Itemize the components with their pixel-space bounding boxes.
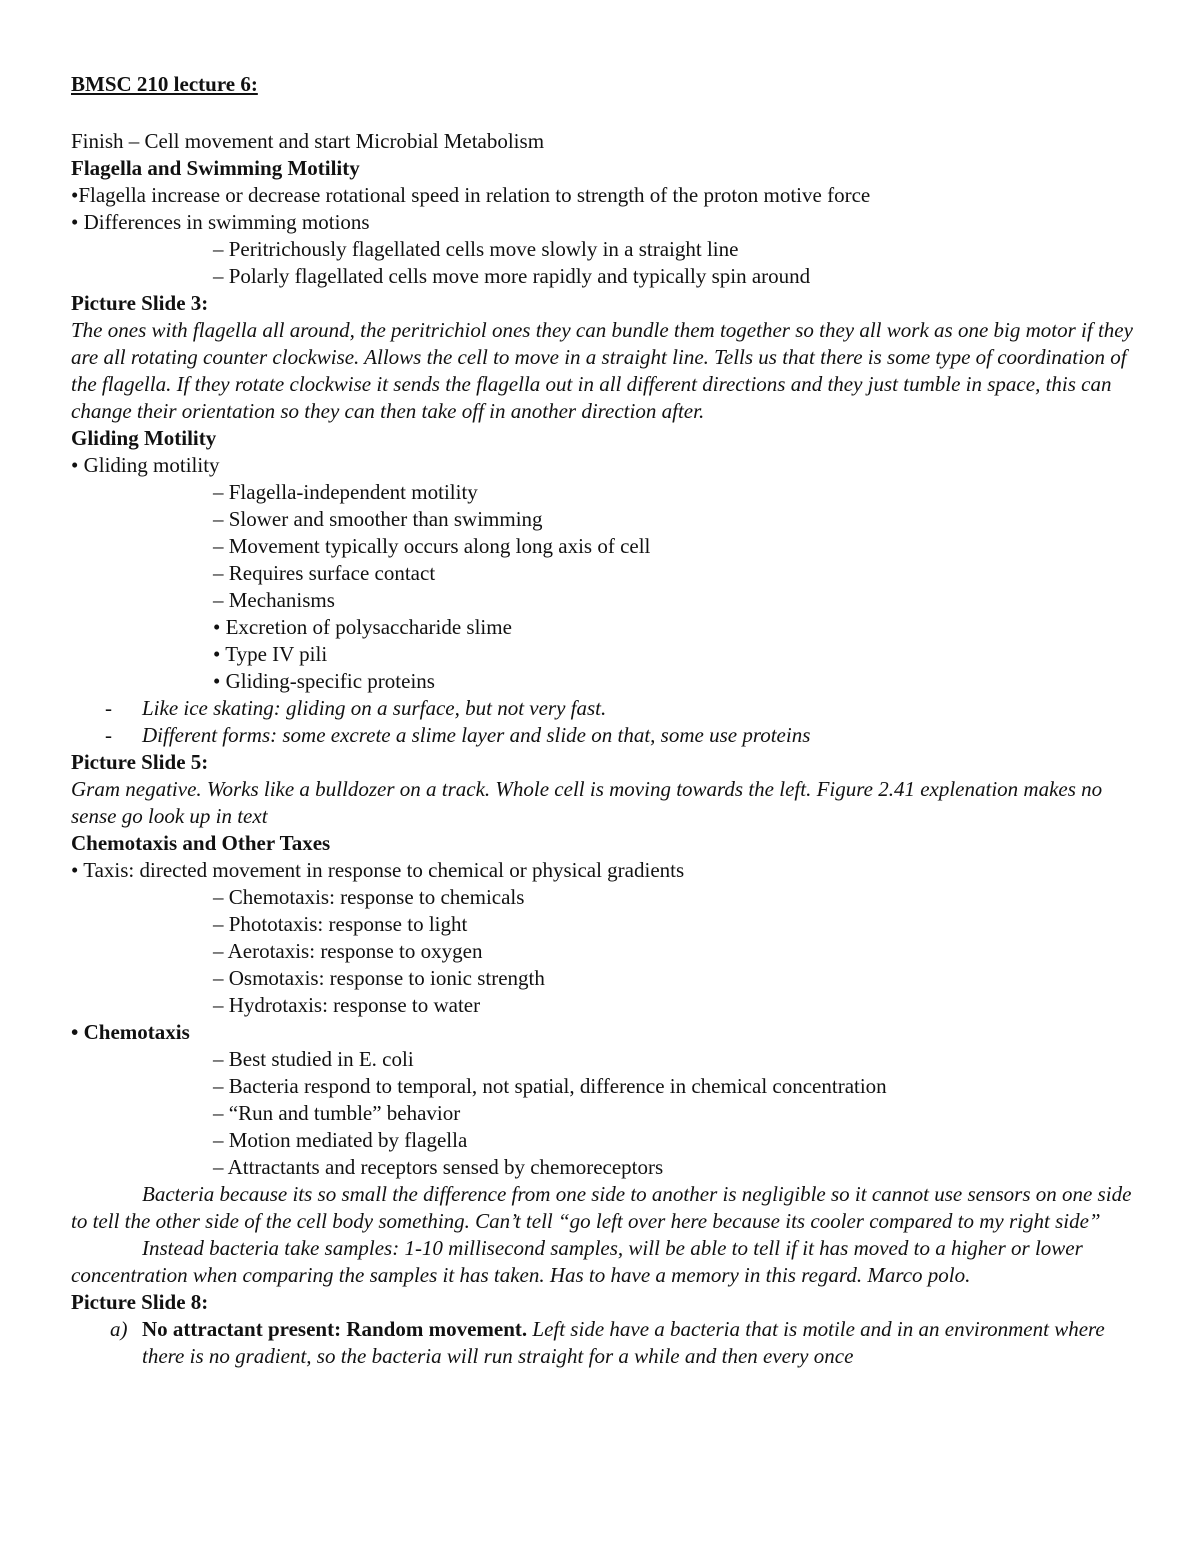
sub-bullet-item: – Peritrichously flagellated cells move slowly in a straight line — [213, 237, 739, 261]
bullet-item: • Differences in swimming motions — [71, 210, 370, 234]
sub-bullet-item: – Attractants and receptors sensed by chemoreceptors — [213, 1155, 664, 1179]
document-title: BMSC 210 lecture 6: — [71, 72, 258, 96]
dash-note: - Different forms: some excrete a slime layer and slide on that, some use proteins — [105, 723, 811, 747]
sub-bullet-item: – Polarly flagellated cells move more rapidly and typically spin around — [213, 264, 811, 288]
dash-note: - Like ice skating: gliding on a surface, but not very fast. — [105, 696, 607, 720]
bullet-item: • Gliding motility — [71, 453, 220, 477]
chemotaxis-notes-2: Instead bacteria take samples: 1-10 millisecond samples, will be able to tell if it has moved to a higher or lower concentration when comparing the samples it has taken. Has to have a memory in this regard. Marco polo. — [71, 1236, 1083, 1287]
list-marker: a) — [110, 1317, 128, 1341]
section-heading-chemotaxis: • Chemotaxis — [71, 1020, 190, 1044]
sub-bullet-item: – Aerotaxis: response to oxygen — [213, 939, 483, 963]
sub-bullet-item: – Osmotaxis: response to ionic strength — [213, 966, 545, 990]
ordered-list-item — [71, 1316, 1141, 1370]
sub-bullet-item: – Bacteria respond to temporal, not spatial, difference in chemical concentration — [213, 1074, 887, 1098]
intro-line: Finish – Cell movement and start Microbial Metabolism — [71, 129, 545, 153]
section-heading-gliding: Gliding Motility — [71, 426, 217, 450]
list-item-bold-lead: No attractant present: Random movement. — [142, 1317, 528, 1341]
bullet-item: •Flagella increase or decrease rotational speed in relation to strength of the proton motive force — [71, 183, 871, 207]
mechanism-item: • Type IV pili — [213, 642, 328, 666]
picture-slide-5-heading: Picture Slide 5: — [71, 750, 209, 774]
picture-slide-3-notes: The ones with flagella all around, the peritrichiol ones they can bundle them together so they all work as one big motor if they are all rotating counter clockwise. Allows the cell to move in a straight line. Tells us that there is some type of coordination of the flagella. If they rotate clockwise it sends the flagella out in all different directions and they just tumble in space, this can change their orientation so they can then take off in another direction after. — [71, 318, 1133, 423]
sub-bullet-item: – Chemotaxis: response to chemicals — [213, 885, 525, 909]
sub-bullet-item: – Flagella-independent motility — [213, 480, 478, 504]
sub-bullet-item: – Requires surface contact — [213, 561, 436, 585]
dash-marker: - — [105, 696, 112, 720]
sub-bullet-item: – Mechanisms — [213, 588, 335, 612]
section-heading-chemotaxis-taxes: Chemotaxis and Other Taxes — [71, 831, 331, 855]
sub-bullet-item: – Best studied in E. coli — [213, 1047, 414, 1071]
picture-slide-3-heading: Picture Slide 3: — [71, 291, 209, 315]
sub-bullet-item: – Hydrotaxis: response to water — [213, 993, 481, 1017]
sub-bullet-item: – “Run and tumble” behavior — [213, 1101, 461, 1125]
section-heading-flagella: Flagella and Swimming Motility — [71, 156, 360, 180]
sub-bullet-item: – Slower and smoother than swimming — [213, 507, 543, 531]
chemotaxis-notes-1: Bacteria because its so small the difference from one side to another is negligible so it cannot use sensors on one side to tell the other side of the cell body something. Can’t tell “go left over here because its cooler compared to my right side” — [71, 1182, 1132, 1233]
list-item-text: Left side have a bacteria that is motile and in an environment where there is no gradient, so the bacteria will run straight for a while and then every once — [142, 1317, 1105, 1368]
sub-bullet-item: – Movement typically occurs along long axis of cell — [213, 534, 651, 558]
picture-slide-5-notes: Gram negative. Works like a bulldozer on a track. Whole cell is moving towards the left. Figure 2.41 explenation makes no sense go look up in text — [71, 777, 1103, 828]
sub-bullet-item: – Phototaxis: response to light — [213, 912, 468, 936]
bullet-item: • Taxis: directed movement in response to chemical or physical gradients — [71, 858, 685, 882]
document-body — [71, 70, 1141, 1370]
dash-marker: - — [105, 723, 112, 747]
mechanism-item: • Gliding-specific proteins — [213, 669, 435, 693]
mechanism-item: • Excretion of polysaccharide slime — [213, 615, 512, 639]
picture-slide-8-heading: Picture Slide 8: — [71, 1290, 209, 1314]
sub-bullet-item: – Motion mediated by flagella — [213, 1128, 468, 1152]
